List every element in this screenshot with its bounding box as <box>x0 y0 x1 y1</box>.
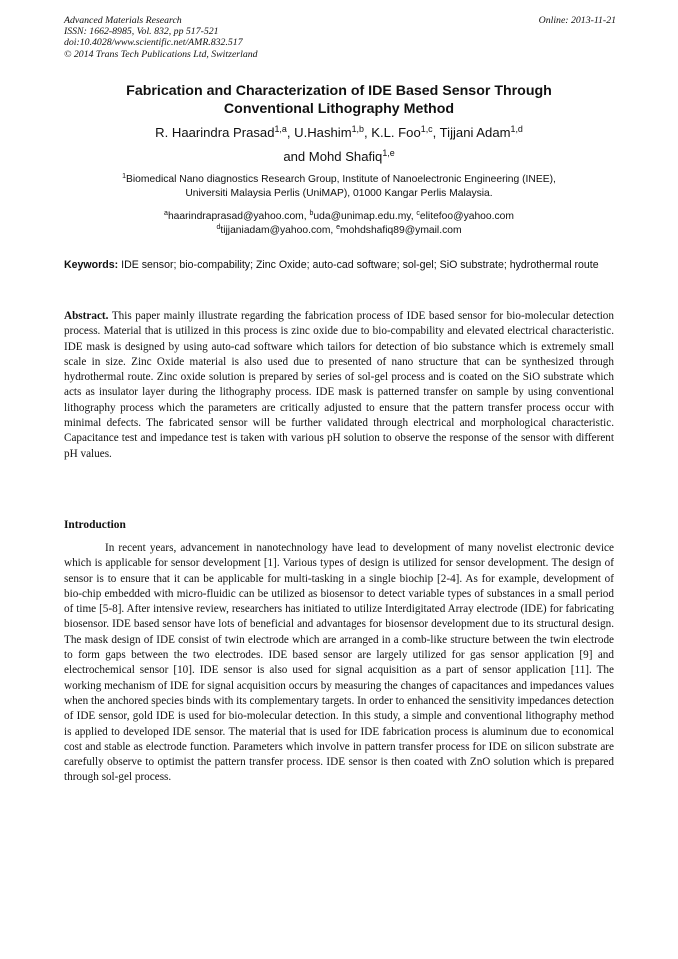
email-sup: a <box>164 210 168 218</box>
introduction-heading: Introduction <box>64 519 126 531</box>
author-sup: 1,e <box>382 148 395 159</box>
abstract-section <box>64 309 614 462</box>
doi-line: doi:10.4028/www.scientific.net/AMR.832.517 <box>64 37 243 49</box>
copyright-line: © 2014 Trans Tech Publications Ltd, Switzerland <box>64 48 258 60</box>
email-sup: b <box>309 210 314 218</box>
email-separator: , <box>303 211 310 222</box>
affiliation-sup: 1 <box>122 173 127 181</box>
author-name: U.Hashim <box>294 125 352 140</box>
abstract-text: This paper mainly illustrate regarding the fabrication process of IDE based sensor for bio-molecular detection process. Material that is utilized in this process is zinc oxide due to bio-compability and elevated electrical characteristic. IDE mask is designed by using auto-cad software which tailors for detection of bio substance which is extremely small scale in size. Zinc Oxide material is also used due to presented of nano structure that can be synthesized through hydrothermal route. Zinc oxide solution is prepared by series of sol-gel process and is coated on the SiO substrate which acts as insulator layer during the lithography process. IDE mask is patterned transfer on sample by using conventional lithography process which the parameters are critically adjusted to ensure that the pattern transfer process occur with minimal defects. The fabricated sensor will be further validated through electrical and morphological characteristic. Capacitance test and impedance test is taken with various pH solution to observe the response of the sensor with different pH values. <box>64 310 614 460</box>
email-address: elitefoo@yahoo.com <box>419 211 514 222</box>
affiliation-text: Biomedical Nano diagnostics Research Group, Institute of Nanoelectronic Engineering (INEE), <box>126 174 556 185</box>
author-name: R. Haarindra Prasad <box>155 125 275 140</box>
author-sup: 1,d <box>510 124 523 135</box>
email-sup: d <box>216 224 221 232</box>
email-line-2 <box>64 224 614 238</box>
email-separator: , <box>410 211 417 222</box>
email-address: haarindraprasad@yahoo.com <box>167 211 304 222</box>
author-line-2 <box>64 145 614 169</box>
author-list <box>64 121 614 169</box>
email-sup: e <box>336 224 341 232</box>
keywords-section <box>64 258 614 274</box>
author-separator: , <box>363 125 372 140</box>
email-separator: , <box>330 225 337 236</box>
author-name: Tijjani Adam <box>439 125 511 140</box>
journal-name: Advanced Materials Research <box>64 15 182 26</box>
paper-title <box>64 82 614 118</box>
email-line-1 <box>64 210 614 224</box>
email-address: mohdshafiq89@ymail.com <box>340 225 462 236</box>
author-line-1 <box>64 121 614 145</box>
affiliation-line-1 <box>64 173 614 187</box>
keywords-text: IDE sensor; bio-compability; Zinc Oxide; auto-cad software; sol-gel; SiO substrate; hydrothermal route <box>121 259 599 271</box>
title-line-2: Conventional Lithography Method <box>223 101 455 117</box>
affiliation-line-2: Universiti Malaysia Perlis (UniMAP), 01000 Kangar Perlis Malaysia. <box>185 188 493 199</box>
author-separator: , <box>286 125 295 140</box>
introduction-body: In recent years, advancement in nanotechnology have lead to development of many novelist electronic device which is applicable for sensor development [1]. Various types of design is utilized for sensor development. The design of sensor is to ensure that it can be applicable for multi-tasking in a single biochip [2-4]. As for example, development of bio-chip embedded with micro-fluidic can be utilized as biosensor to detect variable types of substances in a small period of time [5-8]. After intensive review, researchers has initiated to utilize Interdigitated Array electrode (IDE) for fabricating biosensor. IDE based sensor have lots of beneficial and advantages for biosensor development due to its structural design. The mask design of IDE consist of twin electrode which are arranged in a comb-like structure between the twin electrode to form gaps between the two electrodes. IDE based sensor are largely utilized for gas sensor application [9] and electrochemical sensor [10]. IDE sensor is also used for signal acquisition as a part of sensor application [11]. The working mechanism of IDE for signal acquisition occurs by measuring the changes of capacitances and impedances values when the anchored species binds with its complementary targets. In order to enhanced the sensitivity impedances detection of IDE sensor, gold IDE is used for bio-molecular detection. In this study, a simple and conventional lithography method is applied to developed IDE sensor. The material that is used for IDE fabrication process is aluminum due to economical cost and stable as electrode function. Parameters which involve in pattern transfer process for IDE on silicon substrate are carefully observe to optimist the pattern transfer process. IDE sensor is then coated with ZnO solution which is prepared through sol-gel process. <box>64 542 614 784</box>
author-sup: 1,b <box>351 124 364 135</box>
email-address: uda@unimap.edu.my <box>313 211 411 222</box>
abstract-label: Abstract. <box>64 310 109 322</box>
keywords-label: Keywords: <box>64 259 119 271</box>
author-sup: 1,c <box>420 124 433 135</box>
author-name: K.L. Foo <box>371 125 421 140</box>
author-sup: 1,a <box>274 124 287 135</box>
issn-line: ISSN: 1662-8985, Vol. 832, pp 517-521 <box>64 26 219 38</box>
online-date: Online: 2013-11-21 <box>538 15 616 26</box>
journal-header <box>64 15 616 60</box>
author-emails <box>64 210 614 238</box>
author-separator: , <box>432 125 440 140</box>
author-name: and Mohd Shafiq <box>283 149 383 164</box>
affiliation <box>64 173 614 201</box>
title-line-1: Fabrication and Characterization of IDE Based Sensor Through <box>126 83 552 99</box>
email-address: tijjaniadam@yahoo.com <box>220 225 331 236</box>
email-sup: c <box>416 210 420 218</box>
